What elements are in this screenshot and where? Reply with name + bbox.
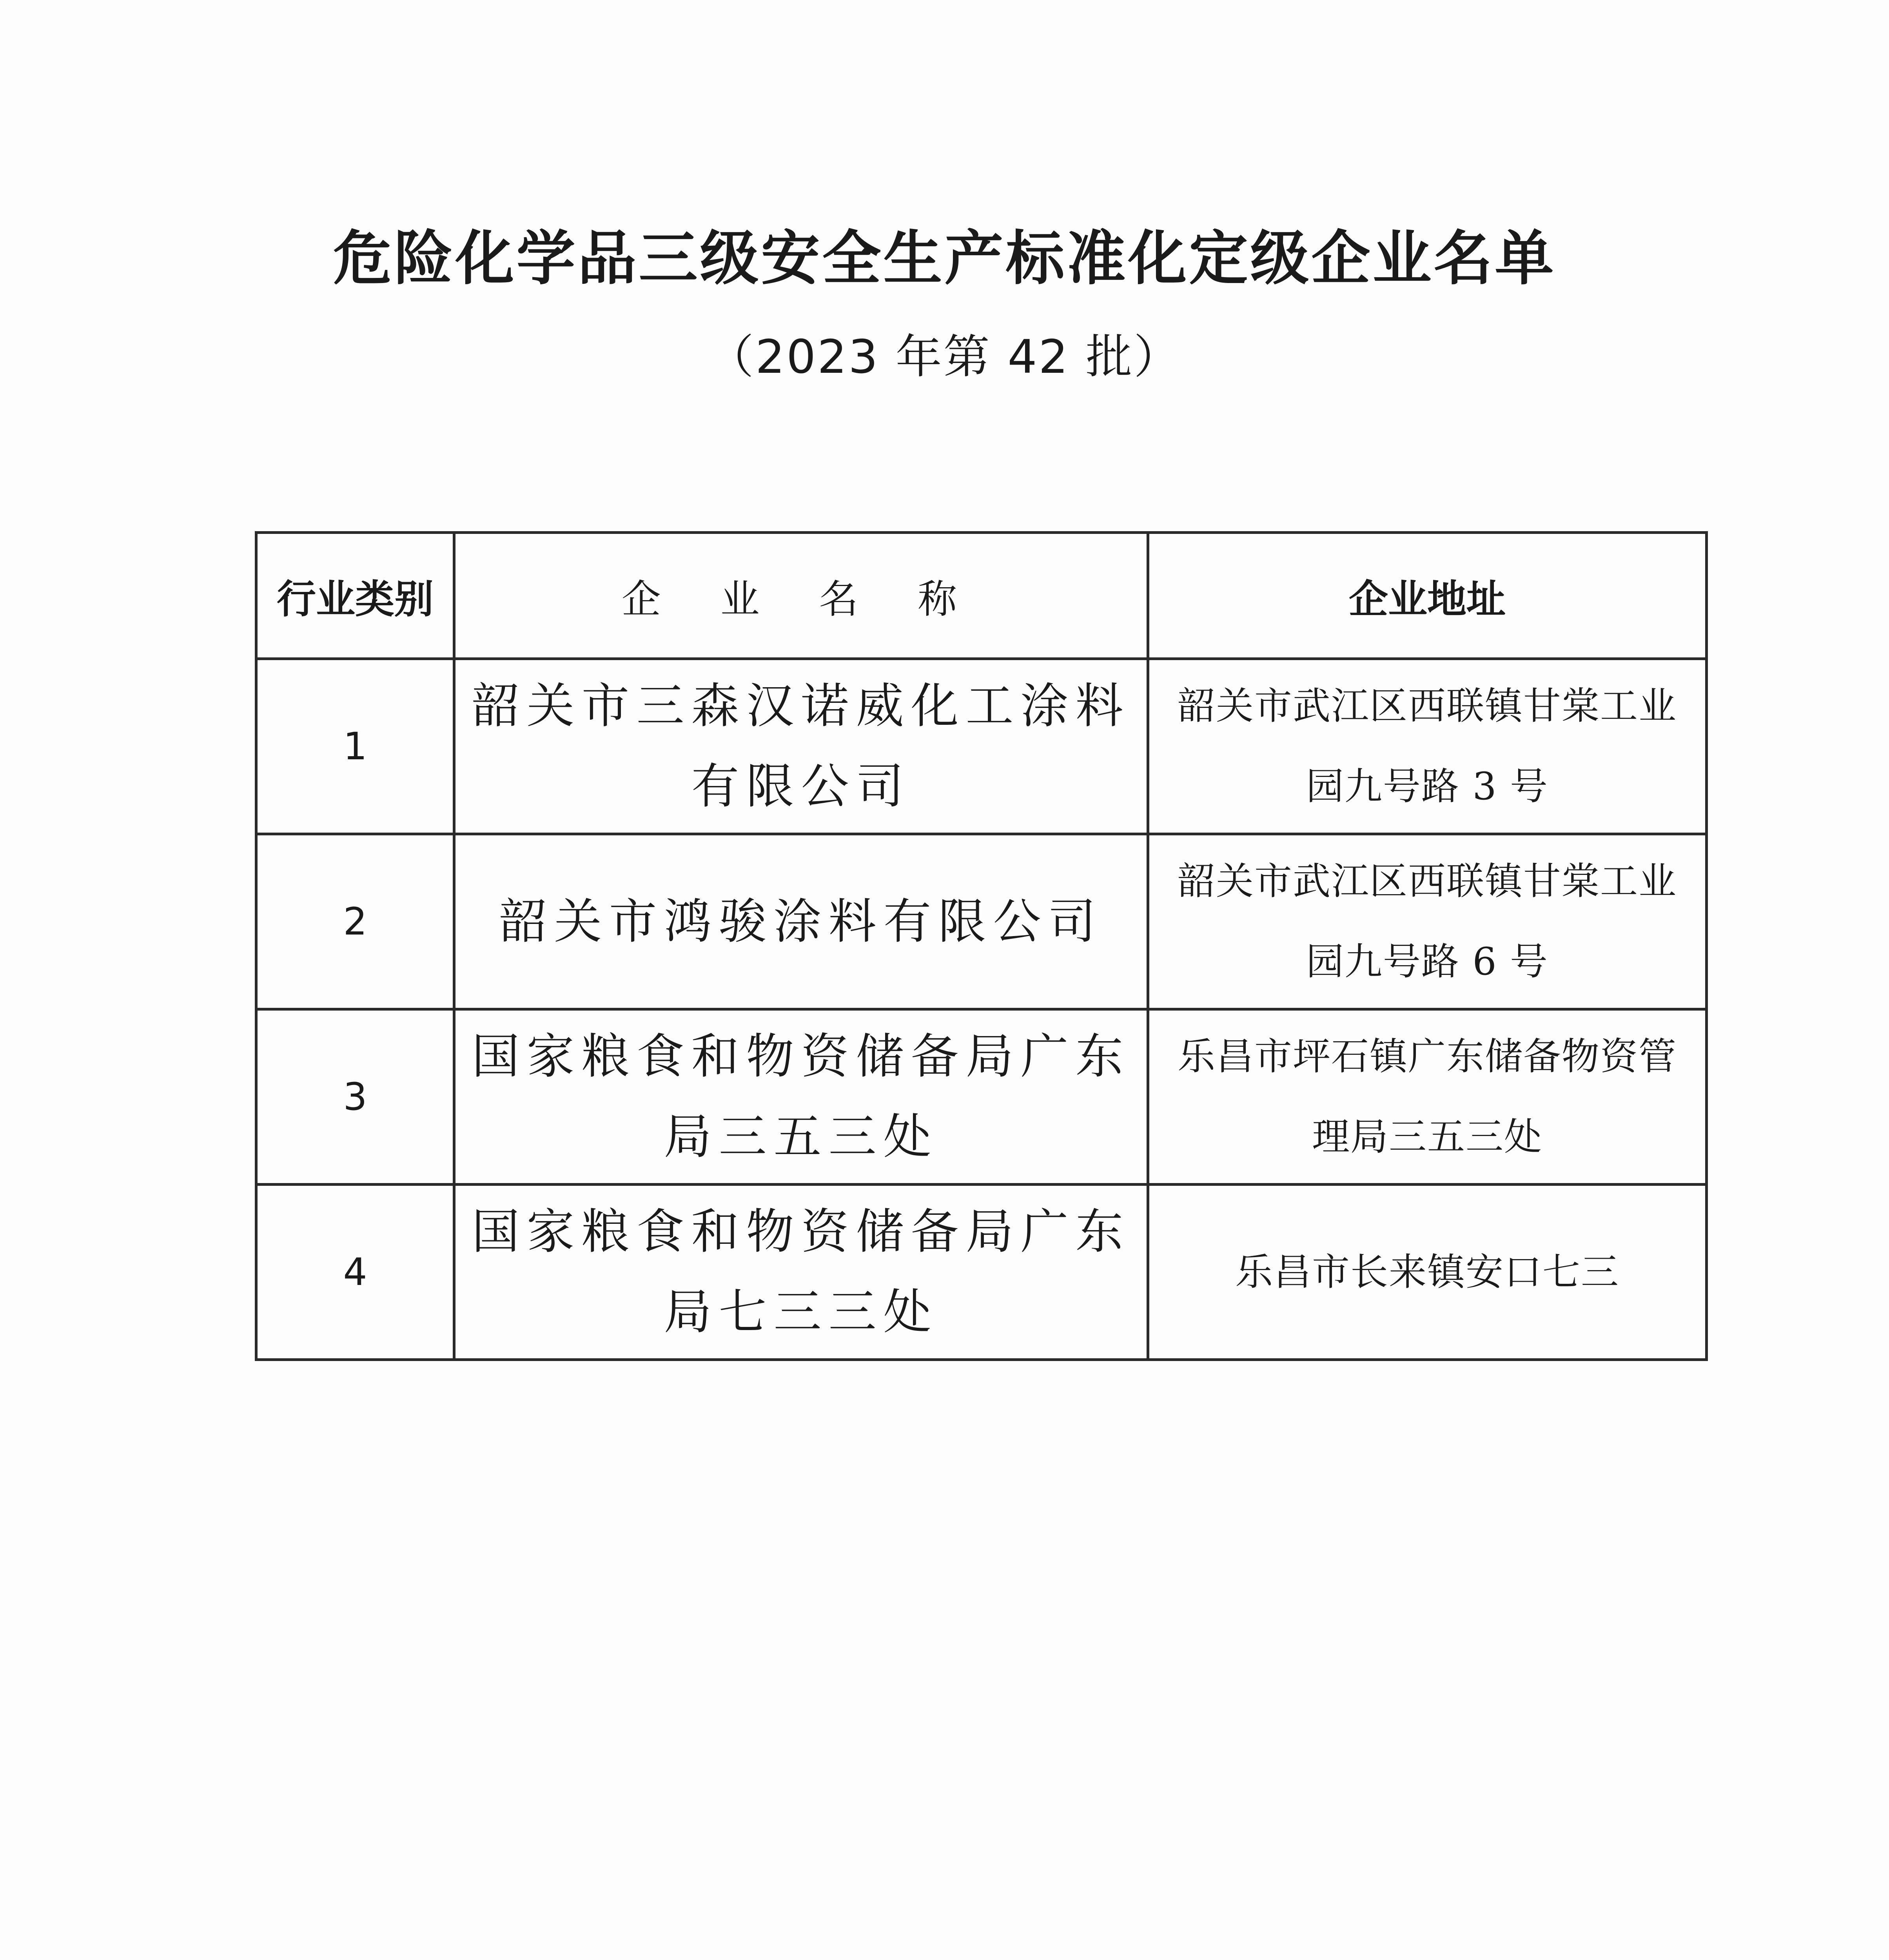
header-name: 企 业 名 称 [454, 533, 1148, 659]
row-category: 2 [256, 834, 454, 1009]
row-enterprise-address: 乐昌市长来镇安口七三 [1148, 1185, 1707, 1360]
table-row [256, 1009, 1707, 1185]
enterprise-table-container [255, 531, 1705, 1361]
row-enterprise-name: 国家粮食和物资储备局广东局三五三处 [454, 1009, 1148, 1185]
row-category: 1 [256, 659, 454, 834]
row-enterprise-name: 国家粮食和物资储备局广东局七三三处 [454, 1185, 1148, 1360]
row-enterprise-name: 韶关市三森汉诺威化工涂料有限公司 [454, 659, 1148, 834]
header-address: 企业地址 [1148, 533, 1707, 659]
header-category: 行业类别 [256, 533, 454, 659]
row-enterprise-address: 韶关市武江区西联镇甘棠工业园九号路 3 号 [1148, 659, 1707, 834]
table-header-row [256, 533, 1707, 659]
table-row [256, 659, 1707, 834]
document-subtitle: （2023 年第 42 批） [708, 330, 1181, 384]
row-category: 3 [256, 1009, 454, 1185]
row-enterprise-address: 韶关市武江区西联镇甘棠工业园九号路 6 号 [1148, 834, 1707, 1009]
row-enterprise-name: 韶关市鸿骏涂料有限公司 [454, 834, 1148, 1009]
document-title: 危险化学品三级安全生产标准化定级企业名单 [333, 225, 1556, 293]
row-enterprise-address: 乐昌市坪石镇广东储备物资管理局三五三处 [1148, 1009, 1707, 1185]
table-row [256, 1185, 1707, 1360]
enterprise-table [255, 531, 1708, 1361]
row-category: 4 [256, 1185, 454, 1360]
table-row [256, 834, 1707, 1009]
